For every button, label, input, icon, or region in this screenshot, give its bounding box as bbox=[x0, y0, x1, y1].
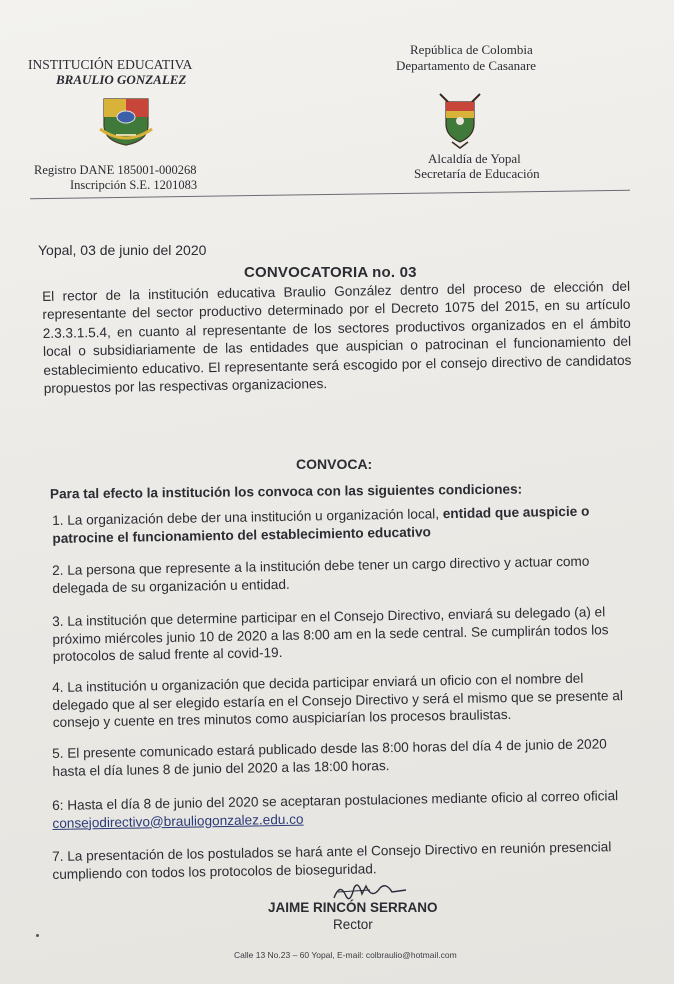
letter-date: Yopal, 03 de junio del 2020 bbox=[38, 242, 207, 258]
letter-title: CONVOCATORIA no. 03 bbox=[244, 264, 417, 281]
secretariat-label: Secretaría de Educación bbox=[414, 166, 540, 181]
school-name-line2: BRAULIO GONZALEZ bbox=[56, 72, 187, 87]
condition-item-4: 4. La institución u organización que decida participar enviará un oficio con el nombre del delegado que al ser elegido estaría en el Consejo Directivo y será el mismo que se presente al consejo y cuente en tres minutos como auspiciarían los procesos braulistas. bbox=[52, 670, 624, 731]
convoca-heading: CONVOCA: bbox=[296, 456, 373, 472]
condition-item-3: 3. La institución que determine participar en el Consejo Directivo, enviará su delegado (a) el próximo miércoles junio 10 de 2020 a las 8:00 am en la sede central. Se cumplirán todos los protocolos de salud frente al covid-19. bbox=[52, 604, 609, 665]
condition-item-5: 5. El presente comunicado estará publicado desde las 8:00 horas del día 4 de junio de 2020 hasta el día lunes 8 de junio del 2020 a las 18:00 horas. bbox=[52, 736, 607, 779]
condition-item-1 bbox=[52, 502, 637, 547]
official-email-link[interactable]: consejodirectivo@brauliogonzalez.edu.co bbox=[52, 811, 304, 831]
school-name-line1: INSTITUCIÓN EDUCATIVA bbox=[28, 57, 193, 72]
inscription-number: Inscripción S.E. 1201083 bbox=[70, 178, 198, 192]
condition-item-1-text: 1. La organización debe der una institución u organización local, bbox=[52, 506, 443, 528]
school-crest-icon bbox=[98, 95, 154, 147]
condition-item-6-text: 6: Hasta el día 8 de junio del 2020 se aceptaran postulaciones mediante oficio al correo oficial bbox=[52, 788, 619, 813]
municipal-shield-icon bbox=[438, 90, 482, 150]
mayoralty-label: Alcaldía de Yopal bbox=[428, 151, 521, 166]
signer-name: JAIME RINCÓN SERRANO bbox=[268, 900, 438, 915]
footer-address: Calle 13 No.23 – 60 Yopal, E-mail: colbraulio@hotmail.com bbox=[234, 950, 457, 960]
condition-item-7: 7. La presentación de los postulados se hará ante el Consejo Directivo en reunión presencial cumpliendo con todos los protocolos de bioseguridad. bbox=[52, 839, 612, 882]
condition-item-2: 2. La persona que represente a la institución debe tener un cargo directivo y actuar como delegada de su organización u entidad. bbox=[52, 553, 590, 596]
signer-title: Rector bbox=[333, 917, 373, 932]
dane-registry: Registro DANE 185001-000268 bbox=[34, 163, 197, 177]
condition-item-6 bbox=[52, 787, 637, 832]
paper-mark bbox=[36, 934, 39, 937]
country-label: República de Colombia bbox=[410, 42, 533, 57]
conditions-heading: Para tal efecto la institución los convoca con las siguientes condiciones: bbox=[49, 481, 523, 502]
condition-item-1-bold: entidad que auspicie o patrocine el funcionamiento del establecimiento educativo bbox=[52, 503, 590, 546]
department-label: Departamento de Casanare bbox=[396, 58, 537, 73]
intro-paragraph: El rector de la institución educativa Braulio González dentro del proceso de elección del representante del sector productivo determinado por el Decreto 1075 del 2015, en su artículo 2.3.3.1.5.4, en cuanto al representante de los sectores productivos organizados en el ámbito local o subsidiariamente de las entidades que auspician o patrocinan el funcionamiento del establecimiento educativo. El representante será escogido por el consejo directivo de candidatos propuestos por las respectivas organizaciones. bbox=[42, 278, 632, 397]
